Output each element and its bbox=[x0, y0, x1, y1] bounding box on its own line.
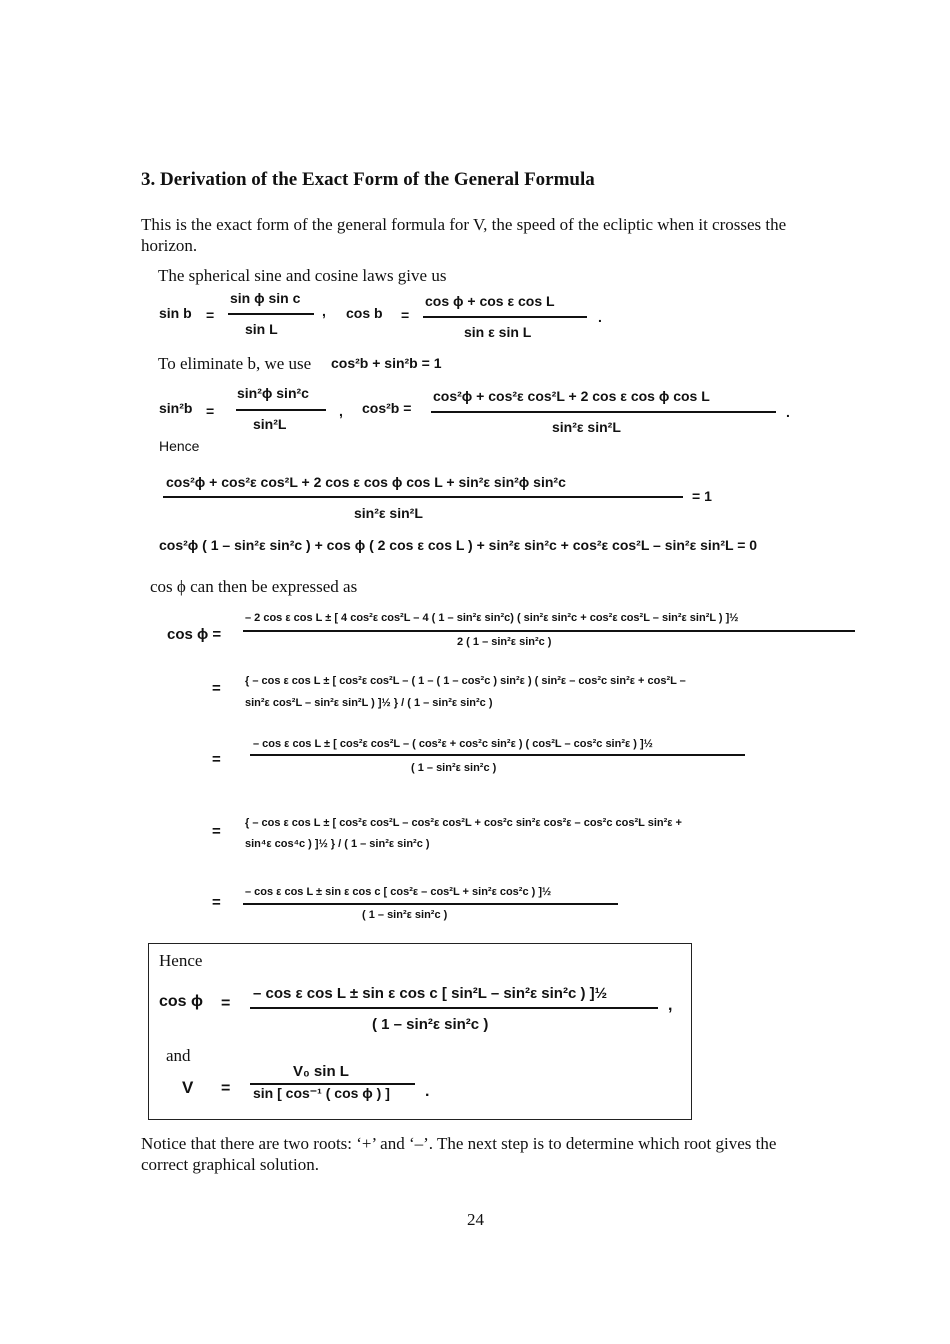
cosb-lhs: cos b bbox=[346, 305, 383, 321]
equals-sign: = bbox=[212, 680, 221, 697]
sin2b-lhs: sin²b bbox=[159, 400, 193, 416]
cos2b-numerator: cos²ϕ + cos²ε cos²L + 2 cos ε cos ϕ cos L bbox=[433, 388, 710, 404]
fraction-bar bbox=[250, 1007, 658, 1009]
cos2b-denominator: sin²ε sin²L bbox=[552, 419, 621, 435]
step3-line2: sin⁴ε cos⁴c ) ]½ } / ( 1 – sin²ε sin²c ) bbox=[245, 838, 430, 850]
fraction-bar bbox=[243, 630, 855, 632]
fraction-bar bbox=[236, 409, 326, 411]
eliminate-text: To eliminate b, we use bbox=[158, 354, 312, 373]
fraction-bar bbox=[163, 496, 683, 498]
page-number: 24 bbox=[467, 1210, 484, 1229]
step1-line1: { – cos ε cos L ± [ cos²ε cos²L – ( 1 – ( 1 – cos²c ) sin²ε ) ( sin²ε – cos²c sin²ε + cos²L – bbox=[245, 675, 686, 687]
box-cosphi-lhs: cos ϕ bbox=[159, 993, 204, 1010]
cosphi-lhs: cos ϕ = bbox=[167, 626, 222, 643]
step2-numerator: – cos ε cos L ± [ cos²ε cos²L – ( cos²ε + cos²c sin²ε ) ( cos²L – cos²c sin²ε ) ]½ bbox=[253, 738, 653, 750]
box-v-numerator: V₀ sin L bbox=[293, 1063, 349, 1080]
sinb-denominator: sin L bbox=[245, 321, 278, 337]
box-and-label: and bbox=[166, 1046, 191, 1065]
equals-sign: = bbox=[221, 1080, 231, 1097]
period: . bbox=[786, 404, 790, 420]
cosb-numerator: cos ϕ + cos ε cos L bbox=[425, 293, 555, 309]
equals-sign: = bbox=[206, 403, 215, 419]
box-v-denominator: sin [ cos⁻¹ ( cos ϕ ) ] bbox=[253, 1085, 390, 1101]
period: . bbox=[598, 309, 602, 325]
sinb-numerator: sin ϕ sin c bbox=[230, 290, 301, 306]
cosb-denominator: sin ε sin L bbox=[464, 324, 532, 340]
intro-paragraph: This is the exact form of the general formula for V, the speed of the ecliptic when it crosses the horizon. bbox=[141, 215, 787, 255]
fraction-bar bbox=[228, 313, 314, 315]
step4-denominator: ( 1 – sin²ε sin²c ) bbox=[362, 909, 448, 921]
comma: , bbox=[322, 303, 326, 319]
expressed-text: cos ϕ can then be expressed as bbox=[150, 577, 358, 596]
fraction-bar bbox=[250, 754, 745, 756]
cos2b-lhs: cos²b = bbox=[362, 400, 412, 416]
equals-sign: = bbox=[401, 307, 410, 323]
comma: , bbox=[668, 997, 673, 1014]
box-cosphi-numerator: – cos ε cos L ± sin ε cos c [ sin²L – sin²ε sin²c ) ]½ bbox=[253, 985, 608, 1002]
step4-numerator: – cos ε cos L ± sin ε cos c [ cos²ε – cos²L + sin²ε cos²c ) ]½ bbox=[245, 886, 552, 898]
step2-denominator: ( 1 – sin²ε sin²c ) bbox=[411, 762, 497, 774]
box-hence-label: Hence bbox=[159, 951, 203, 970]
cosphi-denominator: 2 ( 1 – sin²ε sin²c ) bbox=[457, 636, 552, 648]
step1-line2: sin²ε cos²L – sin²ε sin²L ) ]½ } / ( 1 – sin²ε sin²c ) bbox=[245, 697, 493, 709]
period: . bbox=[425, 1083, 430, 1100]
fraction-bar bbox=[431, 411, 776, 413]
step3-line1: { – cos ε cos L ± [ cos²ε cos²L – cos²ε cos²L + cos²c sin²ε cos²ε – cos²c cos²L sin²ε + bbox=[245, 817, 682, 829]
quadratic-equation: cos²ϕ ( 1 – sin²ε sin²c ) + cos ϕ ( 2 cos ε cos L ) + sin²ε sin²c + cos²ε cos²L – sin²ε sin²L = 0 bbox=[159, 537, 758, 553]
equals-sign: = bbox=[212, 894, 221, 911]
hence-label: Hence bbox=[159, 438, 200, 454]
box-cosphi-denominator: ( 1 – sin²ε sin²c ) bbox=[372, 1016, 489, 1033]
sin2b-denominator: sin²L bbox=[253, 416, 287, 432]
box-v-lhs: V bbox=[182, 1078, 194, 1097]
equals-sign: = bbox=[206, 307, 215, 323]
combined-denominator: sin²ε sin²L bbox=[354, 505, 423, 521]
cosphi-numerator: – 2 cos ε cos L ± [ 4 cos²ε cos²L – 4 ( 1 – sin²ε sin²c) ( sin²ε sin²c + cos²ε cos²L – sin²ε sin²L ) ]½ bbox=[245, 612, 739, 624]
laws-text: The spherical sine and cosine laws give us bbox=[158, 266, 447, 285]
identity-equation: cos²b + sin²b = 1 bbox=[331, 355, 442, 371]
sinb-lhs: sin b bbox=[159, 305, 192, 321]
combined-rhs: = 1 bbox=[692, 488, 712, 504]
equals-sign: = bbox=[212, 751, 221, 768]
sin2b-numerator: sin²ϕ sin²c bbox=[237, 385, 309, 401]
notice-paragraph: Notice that there are two roots: ‘+’ and ‘–’. The next step is to determine which root gives the correct graphical solution. bbox=[141, 1134, 777, 1174]
fraction-bar bbox=[243, 903, 618, 905]
section-title: 3. Derivation of the Exact Form of the General Formula bbox=[141, 169, 595, 190]
comma: , bbox=[339, 403, 343, 419]
equals-sign: = bbox=[212, 823, 221, 840]
equals-sign: = bbox=[221, 995, 231, 1012]
fraction-bar bbox=[423, 316, 587, 318]
combined-numerator: cos²ϕ + cos²ε cos²L + 2 cos ε cos ϕ cos L + sin²ε sin²ϕ sin²c bbox=[166, 474, 566, 490]
